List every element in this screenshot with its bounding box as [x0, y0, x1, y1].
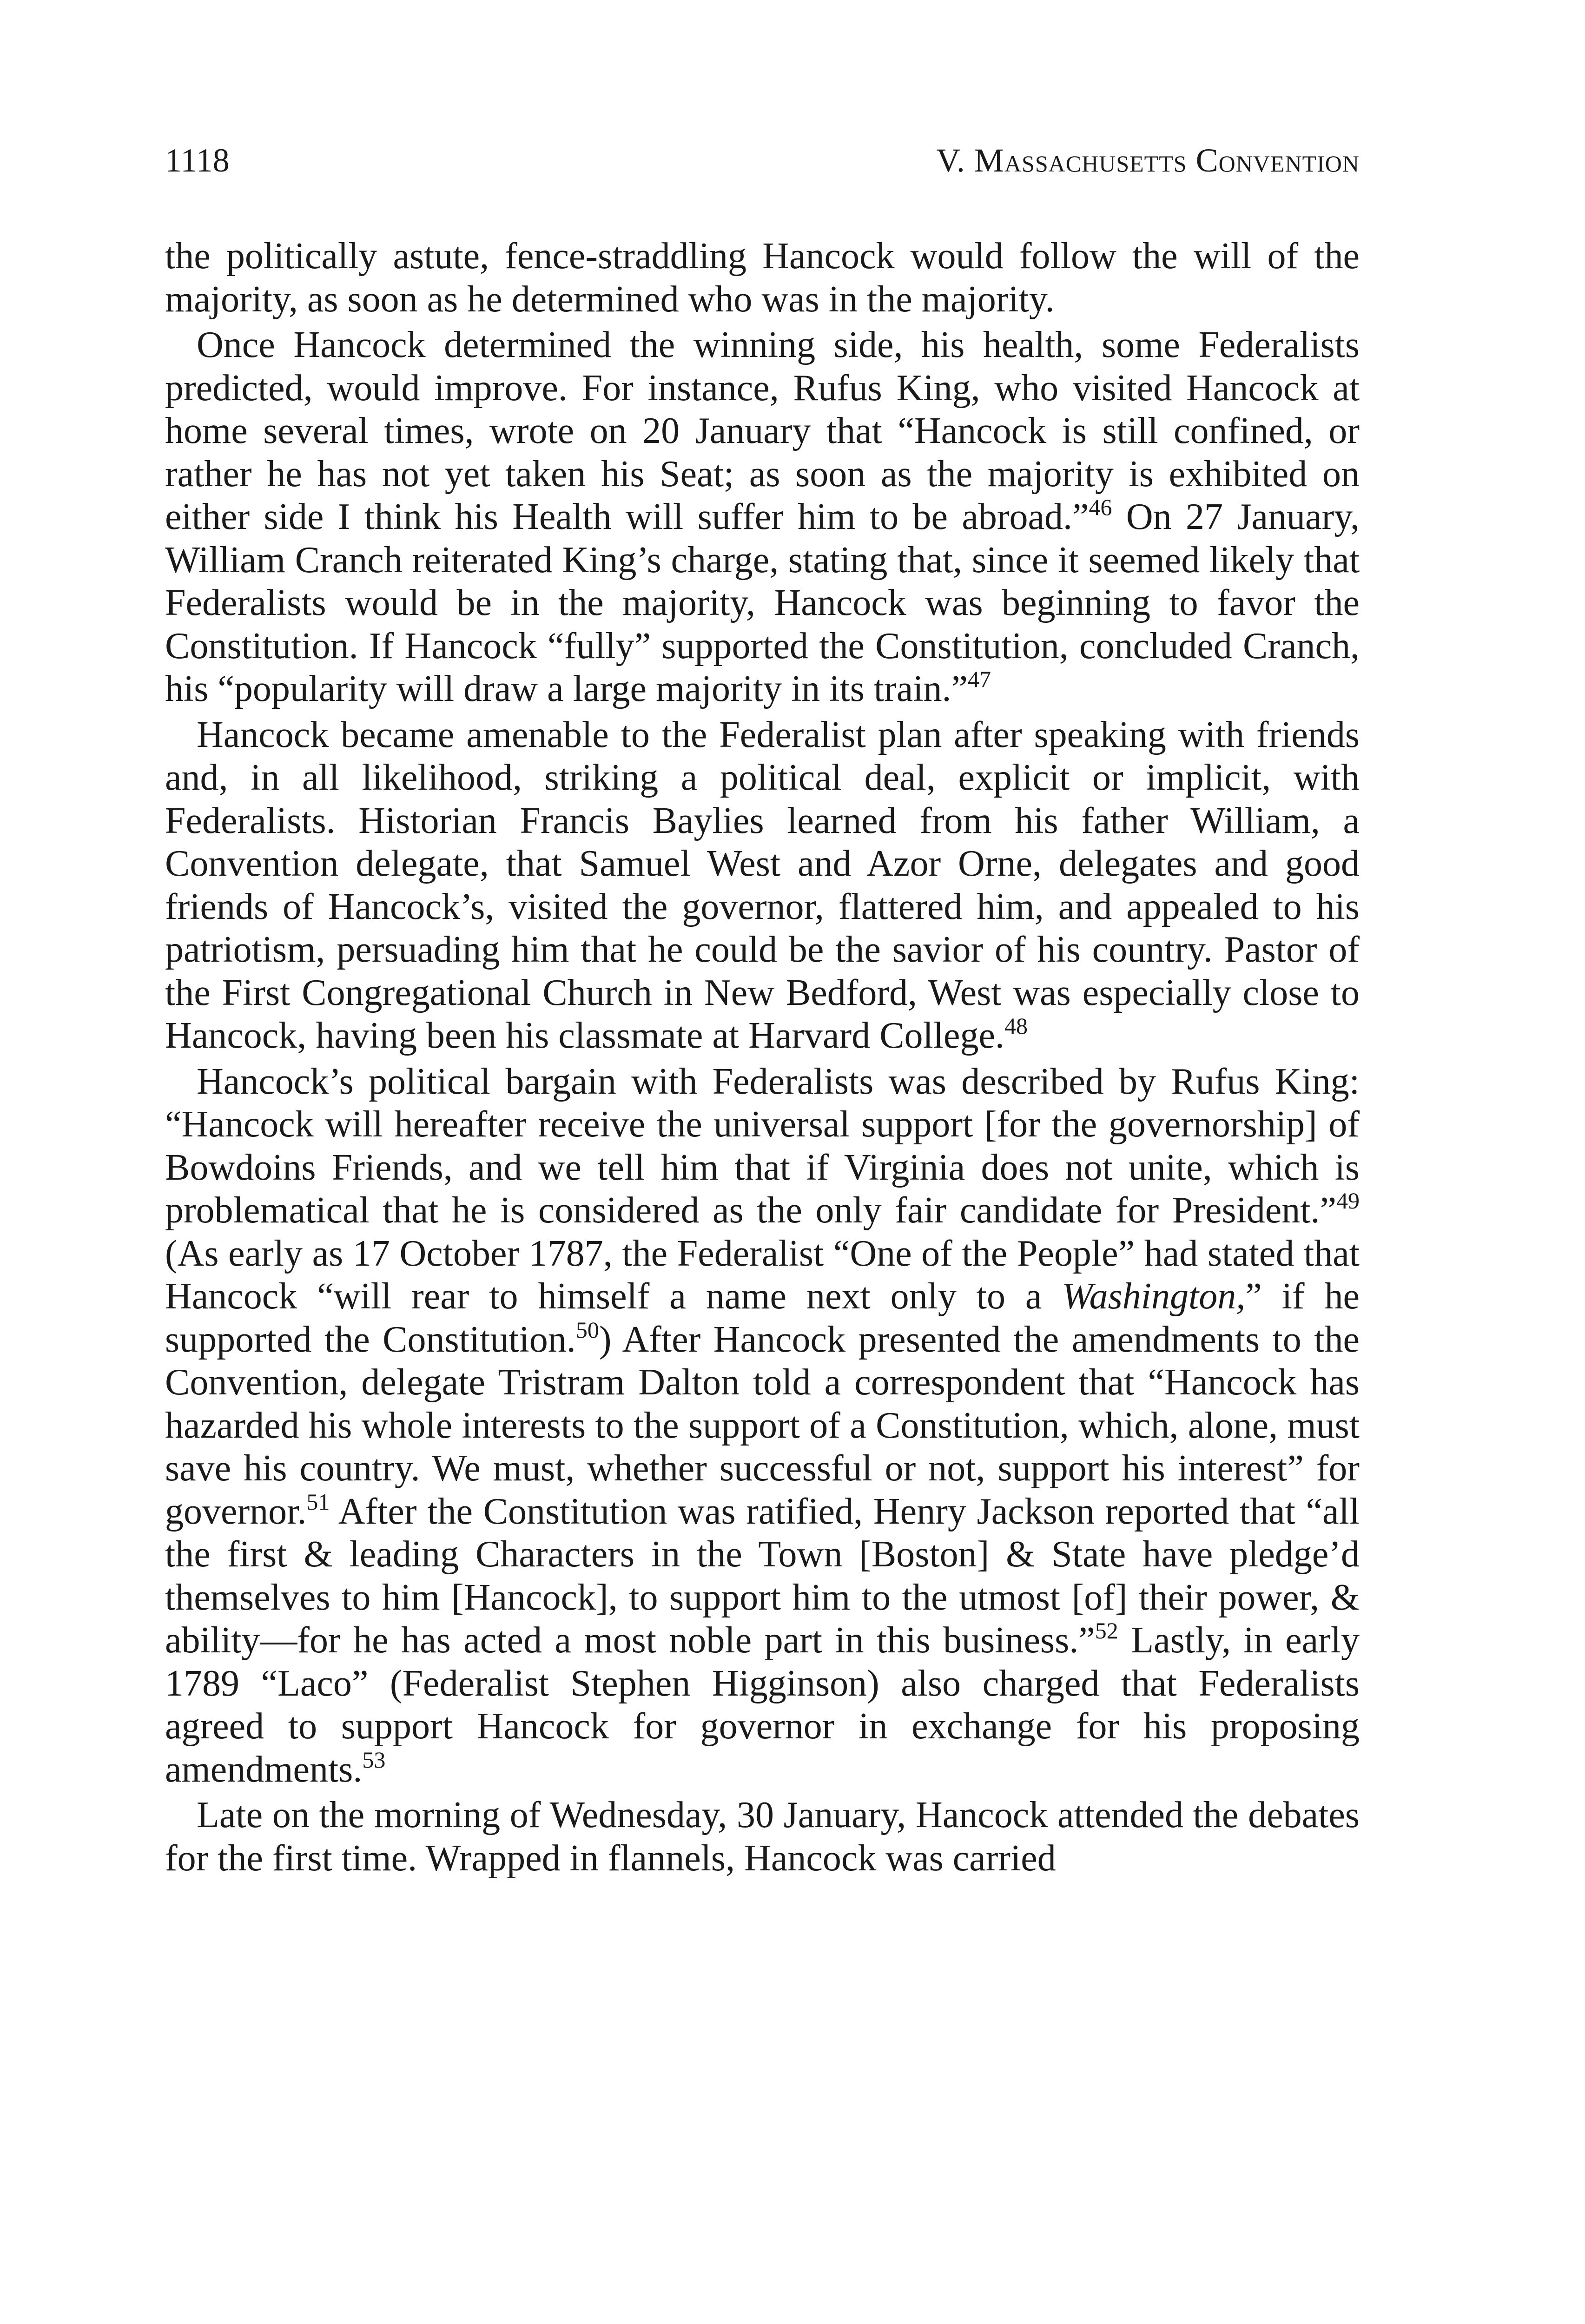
- text-run: On 27 January, William Cranch reiterated King’s charge, stating that, since it seemed likely that Federalists would be in the majority, Hancock was beginning to favor the Constitution. If Hancock “fully” supported the Constitution, concluded Cranch, his “popularity will draw a large majority in its train.”: [165, 496, 1360, 709]
- running-title: V. Massachusetts Convention: [936, 142, 1360, 179]
- page-number: 1118: [165, 142, 230, 179]
- text-run: Hancock’s political bargain with Federalists was described by Rufus King: “Hancock will hereafter receive the universal support [for the governorship] of Bowdoins Friends, and we tell him that if Virginia does not unite, which is problematical that he is considered as the only fair candidate for President.”: [165, 1061, 1360, 1231]
- book-page: [165, 0, 1360, 2324]
- paragraph: [165, 1060, 1360, 1791]
- paragraph: [165, 1794, 1360, 1880]
- italic-text: Washington,: [1062, 1276, 1246, 1317]
- body-text: [165, 235, 1360, 1880]
- text-run: Hancock became amenable to the Federalist plan after speaking with friends and, in all likelihood, striking a political deal, explicit or implicit, with Federalists. Historian Francis Baylies learned from his father William, a Convention delegate, that Samuel West and Azor Orne, delegates and good friends of Hancock’s, visited the governor, flattered him, and appealed to his patriotism, persuading him that he could be the savior of his country. Pastor of the First Congregational Church in New Bedford, West was especially close to Hancock, having been his classmate at Harvard College.: [165, 714, 1360, 1056]
- paragraph: [165, 713, 1360, 1057]
- text-run: (As early as 17 October 1787, the Federalist “One of the People” had stated that Hancock “will rear to himself a name next only to a: [165, 1233, 1360, 1317]
- text-run: the politically astute, fence-straddling Hancock would follow the will of the majority, as soon as he determined who was in the majority.: [165, 236, 1360, 320]
- footnote-reference: 49: [1336, 1188, 1360, 1214]
- text-run: After the Constitution was ratified, Henry Jackson reported that “all the first & leading Characters in the Town [Boston] & State have pledge’d themselves to him [Hancock], to support him to the utmost [of] their power, & ability—for he has acted a most noble part in this business.”: [165, 1491, 1360, 1661]
- footnote-reference: 52: [1095, 1618, 1118, 1644]
- footnote-reference: 50: [575, 1316, 599, 1343]
- footnote-reference: 48: [1004, 1013, 1028, 1039]
- text-run: Late on the morning of Wednesday, 30 January, Hancock attended the debates for the first time. Wrapped in flannels, Hancock was carried: [165, 1795, 1360, 1879]
- footnote-reference: 46: [1089, 494, 1112, 520]
- paragraph: [165, 324, 1360, 711]
- text-run: ) After Hancock presented the amendments to the Convention, delegate Tristram Dalton told a correspondent that “Hancock has hazarded his whole interests to the support of a Constitution, which, alone, must save his country. We must, whether successful or not, support his interest” for governor.: [165, 1319, 1360, 1532]
- text-run: Lastly, in early 1789 “Laco” (Federalist Stephen Higginson) also charged that Federalists agreed to support Hancock for governor in exchange for his proposing amendments.: [165, 1620, 1360, 1790]
- running-head: [165, 139, 1360, 181]
- text-run: ” if he supported the Constitution.: [165, 1276, 1360, 1360]
- footnote-reference: 47: [968, 666, 991, 692]
- paragraph: [165, 235, 1360, 321]
- footnote-reference: 51: [306, 1488, 330, 1515]
- text-run: Once Hancock determined the winning side, his health, some Federalists predicted, would improve. For instance, Rufus King, who visited Hancock at home several times, wrote on 20 January that “Hancock is still confined, or rather he has not yet taken his Seat; as soon as the majority is exhibited on either side I think his Health will suffer him to be abroad.”: [165, 324, 1360, 537]
- footnote-reference: 53: [362, 1746, 386, 1773]
